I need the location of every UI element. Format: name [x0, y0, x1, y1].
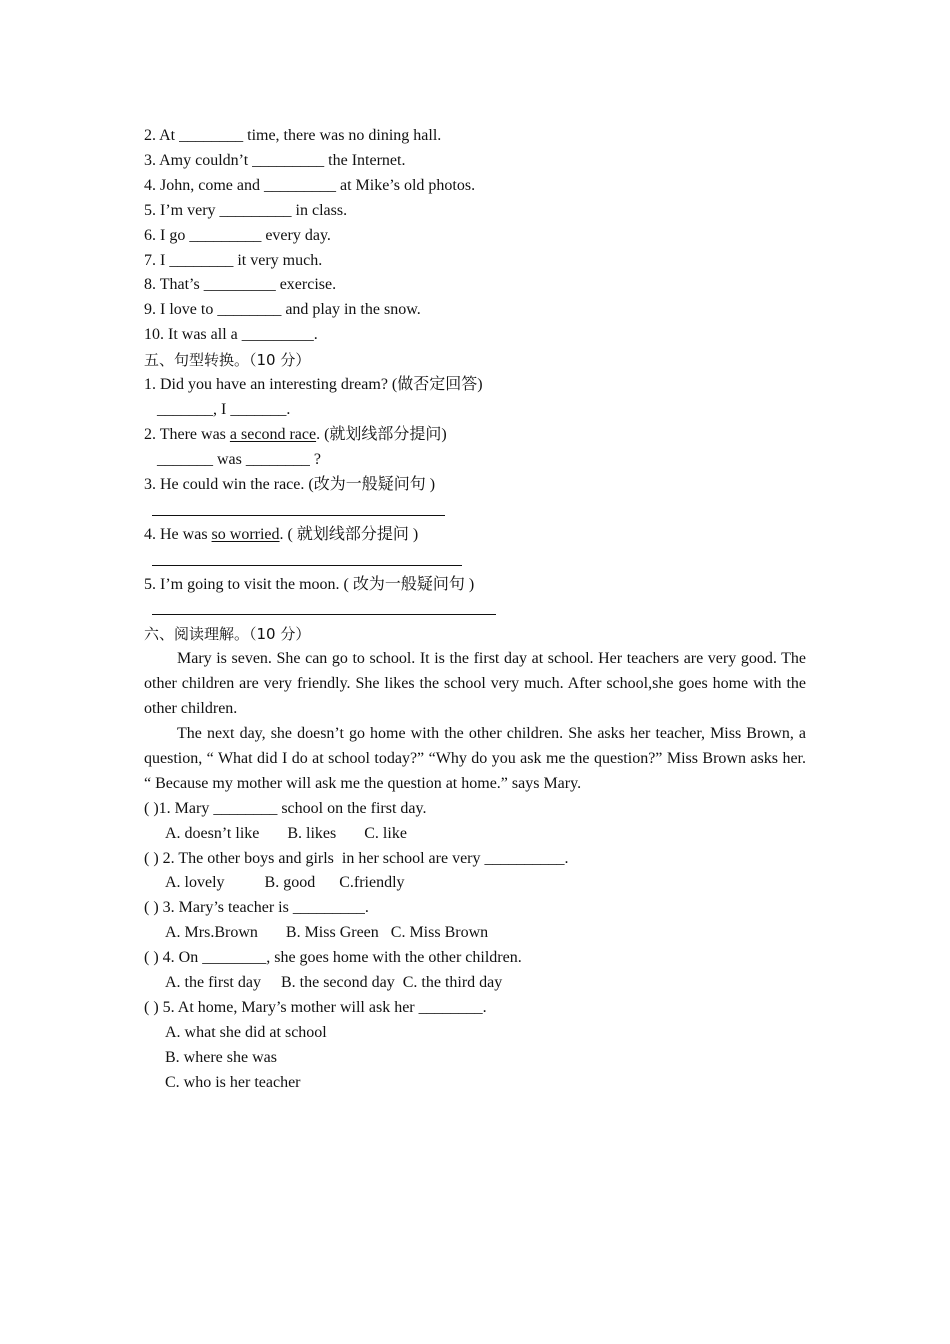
answer-line	[144, 498, 806, 518]
mc-question: ( )1. Mary ________ school on the first day.	[144, 799, 427, 817]
underlined-phrase: a second race	[229, 425, 317, 443]
worksheet-page	[144, 124, 806, 1096]
reading-paragraph: Mary is seven. She can go to school. It is the first day at school. Her teachers are very good. The other children are very friendly. She likes the school very much. After school,she goes home with the other children.	[144, 650, 806, 718]
answer-blank: _______ was ________ ?	[157, 450, 321, 468]
question-suffix: . (就划线部分提问)	[316, 425, 447, 443]
question-text: 5. I’m going to visit the moon. ( 改为一般疑问句 )	[144, 575, 475, 593]
fill-blank-item: 5. I’m very _________ in class.	[144, 201, 348, 219]
fill-blank-list	[144, 124, 806, 348]
reading-paragraph: The next day, she doesn’t go home with the other children. She asks her teacher, Miss Brown, a question, “ What did I do at school today?” “Why do you ask me the question?” Miss Brown asks her. “ Because my mother will ask me the question at home.” says Mary.	[144, 725, 806, 792]
answer-line	[144, 548, 806, 568]
mc-options: A. doesn’t like B. likes C. like	[165, 824, 407, 842]
fill-blank-item: 6. I go _________ every day.	[144, 226, 331, 244]
question-text	[144, 423, 806, 448]
fill-blank-item: 8. That’s _________ exercise.	[144, 276, 337, 294]
fill-blank-item: 7. I ________ it very much.	[144, 251, 323, 269]
answer-line	[144, 597, 806, 617]
mc-option: B. where she was	[165, 1048, 277, 1066]
question-text: 3. He could win the race. (改为一般疑问句 )	[144, 475, 436, 493]
question-text	[144, 523, 806, 548]
fill-blank-item: 2. At ________ time, there was no dining hall.	[144, 127, 442, 144]
question-text: 1. Did you have an interesting dream? (做否定回答)	[144, 376, 483, 394]
mc-question: ( ) 5. At home, Mary’s mother will ask her ________.	[144, 999, 487, 1016]
reading-section	[144, 622, 806, 1095]
mc-option: C. who is her teacher	[165, 1073, 301, 1091]
answer-blank: _______, I _______.	[157, 400, 291, 418]
mc-option: A. what she did at school	[165, 1023, 327, 1041]
question-suffix: . ( 就划线部分提问 )	[279, 525, 419, 543]
underlined-phrase: so worried	[211, 525, 280, 543]
mc-question: ( ) 2. The other boys and girls in her school are very __________.	[144, 849, 569, 867]
mc-question: ( ) 4. On ________, she goes home with the other children.	[144, 949, 522, 967]
section-title: 五、句型转换。（10 分）	[144, 351, 311, 370]
sentence-transform-section	[144, 348, 806, 622]
question-prefix: 4. He was	[144, 525, 212, 543]
mc-options: A. lovely B. good C.friendly	[165, 874, 405, 892]
mc-question: ( ) 3. Mary’s teacher is _________.	[144, 899, 369, 917]
fill-blank-item: 4. John, come and _________ at Mike’s old photos.	[144, 176, 476, 194]
section-title: 六、阅读理解。（10 分）	[144, 625, 311, 644]
mc-options: A. Mrs.Brown B. Miss Green C. Miss Brown	[165, 924, 489, 942]
fill-blank-item: 10. It was all a _________.	[144, 326, 318, 344]
question-prefix: 2. There was	[144, 425, 230, 443]
mc-options: A. the first day B. the second day C. the third day	[165, 974, 503, 992]
fill-blank-item: 3. Amy couldn’t _________ the Internet.	[144, 151, 406, 169]
fill-blank-item: 9. I love to ________ and play in the snow.	[144, 301, 421, 319]
